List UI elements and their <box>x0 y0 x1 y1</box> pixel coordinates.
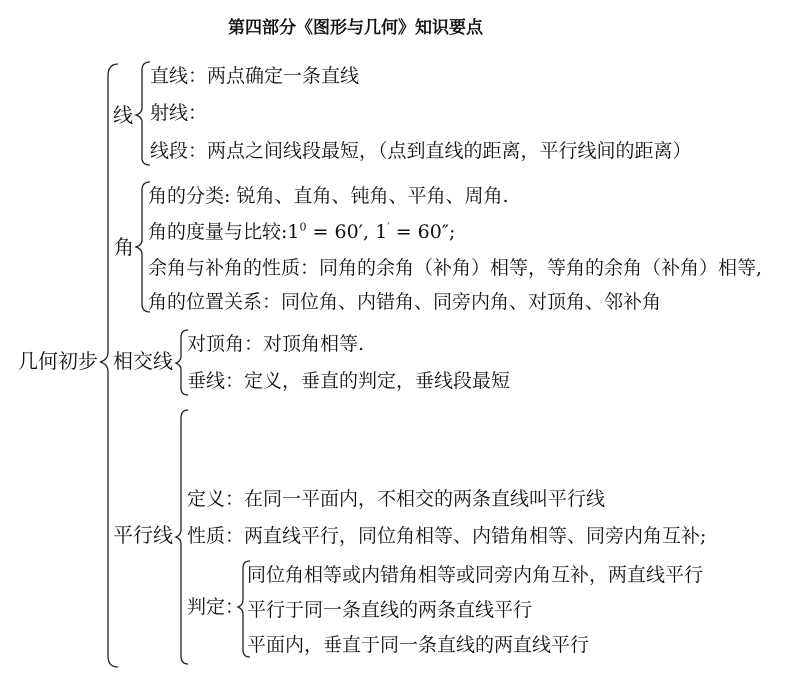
line-brace <box>136 62 150 165</box>
intersect-label: 相交线 <box>113 349 173 373</box>
line-label: 线 <box>113 103 133 127</box>
judge-item-same-line: 平行于同一条直线的两条直线平行 <box>247 599 533 621</box>
judge-item-angles: 同位角相等或内错角相等或同旁内角互补，两直线平行 <box>247 564 704 586</box>
root-label: 几何初步 <box>18 349 98 373</box>
parallel-item-property: 性质：两直线平行，同位角相等、内错角相等、同旁内角互补; <box>187 525 707 547</box>
line-item-straight: 直线：两点确定一条直线 <box>150 65 360 87</box>
angle-item-complement: 余角与补角的性质：同角的余角（补角）相等，等角的余角（补角）相等, <box>148 257 763 279</box>
angle-measure-sup2: ′ <box>387 220 390 234</box>
judge-label: 判定： <box>187 596 245 618</box>
intersect-item-perpendicular: 垂线：定义，垂直的判定，垂线段最短 <box>187 370 511 392</box>
line-item-segment: 线段：两点之间线段最短，（点到直线的距离，平行线间的距离） <box>150 140 692 162</box>
line-item-ray: 射线： <box>150 102 208 124</box>
angle-item-position: 角的位置关系：同位角、内错角、同旁内角、对顶角、邻补角 <box>148 291 662 313</box>
page-title: 第四部分《图形与几何》知识要点 <box>228 18 483 38</box>
angle-label: 角 <box>114 235 134 259</box>
angle-item-measure <box>148 220 455 244</box>
angle-measure-mid: = 60′, 1 <box>306 221 388 243</box>
angle-measure-prefix: 角的度量与比较:1 <box>148 221 300 243</box>
parallel-label: 平行线 <box>113 523 173 547</box>
intersect-item-vertical-angles: 对顶角：对顶角相等. <box>187 333 365 355</box>
judge-item-perpendicular: 平面内，垂直于同一条直线的两直线平行 <box>247 634 590 656</box>
angle-measure-sup1: 0 <box>299 220 307 234</box>
angle-item-classification: 角的分类: 锐角、直角、钝角、平角、周角. <box>148 185 509 207</box>
angle-measure-end: = 60″; <box>389 221 456 243</box>
parallel-item-definition: 定义：在同一平面内，不相交的两条直线叫平行线 <box>187 488 606 510</box>
